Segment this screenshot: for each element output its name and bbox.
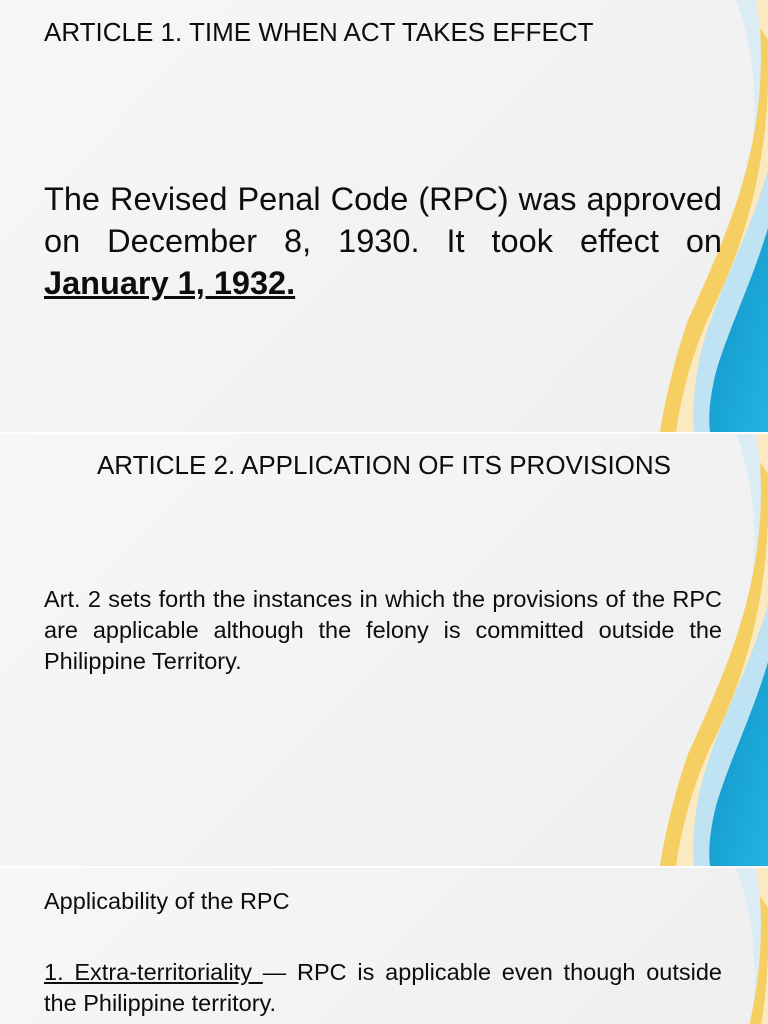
slide-article-2: [0, 434, 768, 866]
item-label: 1. Extra-territoriality: [44, 959, 263, 985]
slide-heading: ARTICLE 1. TIME WHEN ACT TAKES EFFECT: [44, 17, 594, 47]
slide-article-1: [0, 0, 768, 432]
slide-body: [44, 178, 722, 304]
slide-applicability: [0, 868, 768, 1024]
effective-date: January 1, 1932.: [44, 265, 296, 301]
slide-body: Art. 2 sets forth the instances in which the provisions of the RPC are applicable although the felony is committed outside the Philippine Territory.: [44, 586, 722, 674]
slide-heading: Applicability of the RPC: [44, 888, 290, 914]
item-text: — RPC is applicable even though outside the Philippine territory.: [44, 959, 722, 1016]
body-text: The Revised Penal Code (RPC) was approved on December 8, 1930. It took effect on: [44, 181, 722, 259]
list-item: [44, 957, 722, 1019]
slide-heading: ARTICLE 2. APPLICATION OF ITS PROVISIONS: [96, 450, 672, 480]
